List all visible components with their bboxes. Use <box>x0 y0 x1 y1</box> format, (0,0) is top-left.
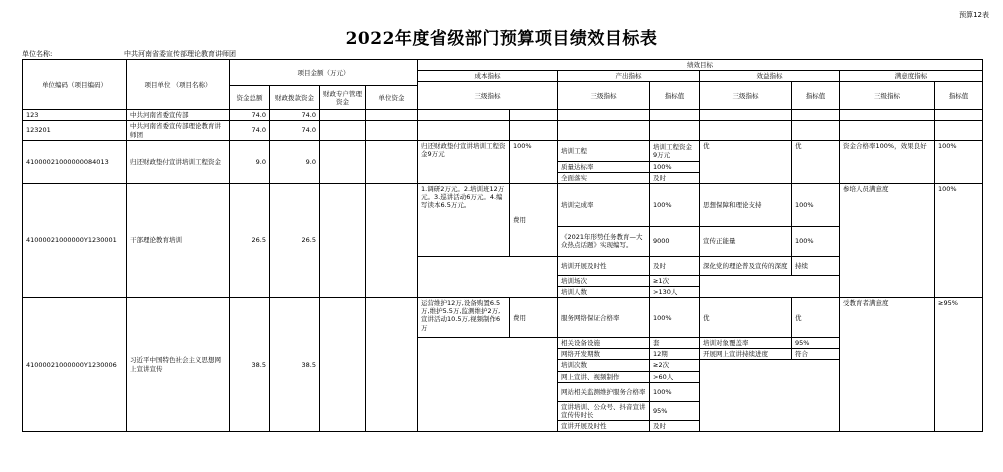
effect-value: 符合 <box>792 349 840 360</box>
header-fiscal: 财政拨款资金 <box>270 86 320 110</box>
output-value: ≥1次 <box>650 275 700 286</box>
effect-indicator: 宣传正能量 <box>700 226 792 256</box>
output-indicator: 相关设备设施 <box>558 338 650 349</box>
header-output-val: 指标值 <box>650 82 700 110</box>
page-label: 预算12表 <box>959 11 989 19</box>
output-value: 100% <box>650 183 700 226</box>
header-own: 单位资金 <box>366 86 418 110</box>
project-name: 干部理论教育培训 <box>127 183 230 297</box>
output-indicator: 培训完成率 <box>558 183 650 226</box>
header-effect: 效益指标 <box>700 71 840 82</box>
row-name: 中共河南省委宣传部 <box>127 110 230 121</box>
unit-value: 中共河南省委宣传部理论教育讲师团 <box>124 50 236 58</box>
output-indicator: 培训工程 <box>558 140 650 161</box>
output-indicator: 网络开发期数 <box>558 349 650 360</box>
effect-value: 持续 <box>792 256 840 275</box>
cost-indicator: 运营维护12万,设备购置6.5万,维护5.5万,监测维护2万,宣讲活动10.5万,视频制作6万 <box>418 298 510 338</box>
project-fiscal: 9.0 <box>270 140 320 183</box>
header-effect-val: 指标值 <box>792 82 840 110</box>
output-value: 及时 <box>650 420 700 431</box>
project-code: 41000021000000084013 <box>23 140 127 183</box>
header-code: 单位编码（项目编码） <box>23 60 127 110</box>
output-value: 9000 <box>650 226 700 256</box>
output-indicator: 《2021年形势任务教育—大众热点话题》实现编写。 <box>558 226 650 256</box>
page-title: 2022年度省级部门预算项目绩效目标表 <box>345 29 658 49</box>
output-value: 95% <box>650 401 700 420</box>
output-indicator: 培训开展及时性 <box>558 256 650 275</box>
effect-indicator: 思想保障和理论支持 <box>700 183 792 226</box>
output-value: 及时 <box>650 256 700 275</box>
output-value: 100% <box>650 382 700 401</box>
output-value: ≥2次 <box>650 360 700 371</box>
output-indicator: 服务网络保证合格率 <box>558 298 650 338</box>
effect-indicator: 优 <box>700 140 792 183</box>
header-cost: 成本指标 <box>418 71 558 82</box>
output-indicator: 培训次数 <box>558 360 650 371</box>
project-name: 归还财政垫付宣讲培训工程资金 <box>127 140 230 183</box>
cost-value: 100% <box>510 140 558 183</box>
header-satisfy-val: 指标值 <box>935 82 983 110</box>
effect-indicator: 开展网上宣讲持续进度 <box>700 349 792 360</box>
effect-indicator: 优 <box>700 298 792 338</box>
satisfy-value: 100% <box>935 140 983 183</box>
header-cost-lvl3: 三级指标 <box>418 82 558 110</box>
header-satisfy: 满意度指标 <box>840 71 983 82</box>
row-funds: 74.0 <box>230 110 270 121</box>
project-fiscal: 38.5 <box>270 298 320 432</box>
effect-value: 100% <box>792 183 840 226</box>
cost-value: 费用 <box>510 183 558 256</box>
output-value: >130人 <box>650 287 700 298</box>
satisfy-value: 100% <box>935 183 983 297</box>
header-perf: 绩效目标 <box>418 60 983 71</box>
effect-value: 95% <box>792 338 840 349</box>
performance-table <box>22 59 983 432</box>
header-amount-group: 项目金额（万元） <box>230 60 418 86</box>
project-funds: 9.0 <box>230 140 270 183</box>
project-fiscal: 26.5 <box>270 183 320 297</box>
output-indicator: 宣讲培训、公众号、抖音宣讲宣传传时长 <box>558 401 650 420</box>
output-indicator: 网上宣讲、视频制作 <box>558 371 650 382</box>
cost-indicator: 归还财政垫付宣讲培训工程资金9万元 <box>418 140 510 183</box>
row-fiscal: 74.0 <box>270 121 320 140</box>
output-value: 100% <box>650 161 700 172</box>
satisfy-indicator: 受教育者满意度 <box>840 298 935 432</box>
output-value: 100% <box>650 298 700 338</box>
header-funds: 资金总额 <box>230 86 270 110</box>
output-value: 套 <box>650 338 700 349</box>
project-code: 41000021000000Y1230006 <box>23 298 127 432</box>
project-name: 习近平中国特色社会主义思想网上宣讲宣传 <box>127 298 230 432</box>
header-special: 财政专户管理资金 <box>320 86 366 110</box>
row-fiscal: 74.0 <box>270 110 320 121</box>
row-code: 123 <box>23 110 127 121</box>
output-indicator: 培训场次 <box>558 275 650 286</box>
header-output: 产出指标 <box>558 71 700 82</box>
project-code: 41000021000000Y1230001 <box>23 183 127 297</box>
output-value: 12期 <box>650 349 700 360</box>
satisfy-indicator: 资金合格率100%，效果良好 <box>840 140 935 183</box>
header-satisfy-lvl3: 三级指标 <box>840 82 935 110</box>
effect-value: 100% <box>792 226 840 256</box>
output-indicator: 质量达标率 <box>558 161 650 172</box>
cost-indicator: 1.调研2万元。2.培训班12万元。3.巡讲活动6万元。4.编写读本6.5万元。 <box>418 183 510 256</box>
unit-line <box>22 49 236 59</box>
output-indicator: 宣讲开展及时性 <box>558 420 650 431</box>
header-output-lvl3: 三级指标 <box>558 82 650 110</box>
row-code: 123201 <box>23 121 127 140</box>
unit-label: 单位名称: <box>22 50 53 58</box>
cost-value: 费用 <box>510 298 558 338</box>
effect-value: 优 <box>792 298 840 338</box>
effect-value: 优 <box>792 140 840 183</box>
satisfy-value: ≥95% <box>935 298 983 432</box>
output-value: 培训工程资金9万元 <box>650 140 700 161</box>
effect-indicator: 深化党的理论普及宣传的深度 <box>700 256 792 275</box>
row-name: 中共河南省委宣传部理论教育讲师团 <box>127 121 230 140</box>
output-indicator: 网站相关监测维护服务合格率 <box>558 382 650 401</box>
effect-indicator: 培训对象覆盖率 <box>700 338 792 349</box>
output-indicator: 培训人数 <box>558 287 650 298</box>
output-indicator: 全面落实 <box>558 172 650 183</box>
output-value: 及时 <box>650 172 700 183</box>
header-effect-lvl3: 三级指标 <box>700 82 792 110</box>
row-funds: 74.0 <box>230 121 270 140</box>
satisfy-indicator: 参培人员满意度 <box>840 183 935 297</box>
output-value: >60人 <box>650 371 700 382</box>
project-funds: 26.5 <box>230 183 270 297</box>
project-funds: 38.5 <box>230 298 270 432</box>
header-name: 项目单位 （项目名称） <box>127 60 230 110</box>
